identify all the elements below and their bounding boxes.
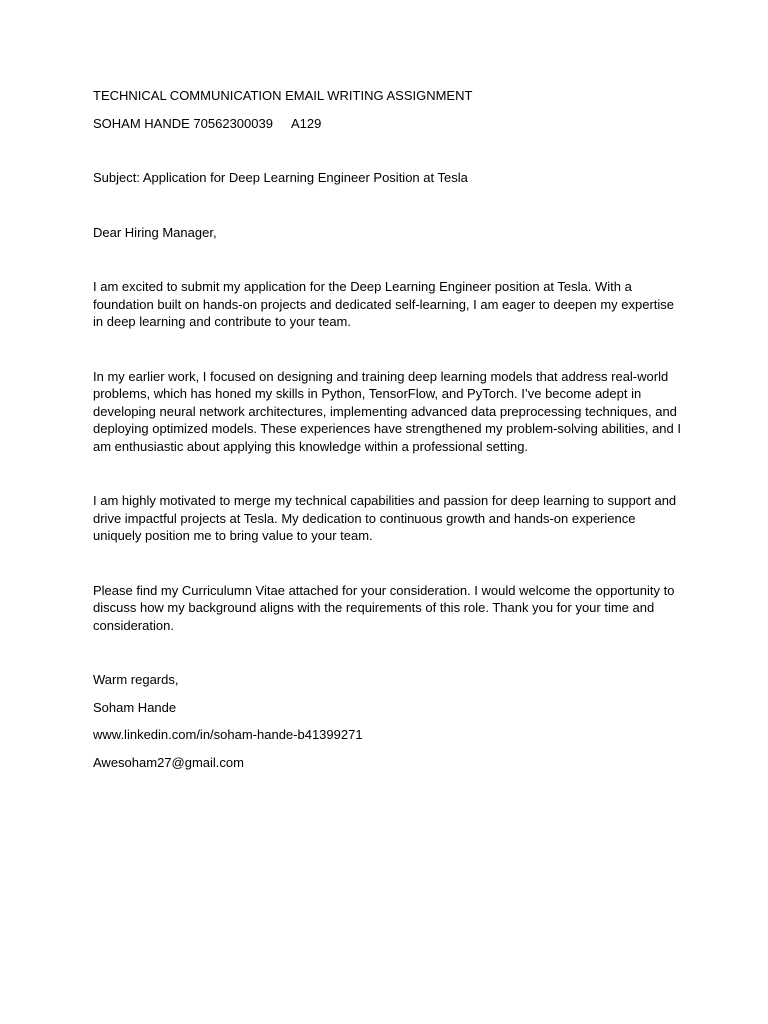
body-paragraph-2: In my earlier work, I focused on designing and training deep learning models that address real-world problems, which has honed my skills in Python, TensorFlow, and PyTorch. I’ve become adept in developing neural network architectures, implementing advanced data preprocessing techniques, and deploying optimized models. These experiences have strengthened my problem-solving abilities, and I am enthusiastic about applying this knowledge within a professional setting. xyxy=(93,368,681,454)
body-paragraph-4: Please find my Curriculumn Vitae attached for your consideration. I would welcome the opportunity to discuss how my background aligns with the requirements of this role. Thank you for your time and consideration. xyxy=(93,582,675,633)
student-info-line xyxy=(93,115,683,133)
email-closing: Warm regards, xyxy=(93,672,179,687)
email-document xyxy=(93,87,683,771)
student-id: 70562300039 xyxy=(193,115,273,131)
assignment-title: TECHNICAL COMMUNICATION EMAIL WRITING ASSIGNMENT xyxy=(93,88,473,103)
email-address: Awesoham27@gmail.com xyxy=(93,754,244,770)
signature-name: Soham Hande xyxy=(93,699,177,715)
body-paragraph-3: I am highly motivated to merge my technical capabilities and passion for deep learning to support and drive impactful projects at Tesla. My dedication to continuous growth and hands-on experience uniquely position me to bring value to your team. xyxy=(93,493,677,543)
roll-number: A129 xyxy=(290,115,322,131)
email-subject: Subject: Application for Deep Learning Engineer Position at Tesla xyxy=(93,170,468,185)
email-greeting: Dear Hiring Manager, xyxy=(93,224,217,240)
linkedin-link: www.linkedin.com/in/soham-hande-b41399271 xyxy=(93,727,363,742)
student-name: SOHAM HANDE xyxy=(93,115,190,131)
body-paragraph-1: I am excited to submit my application for the Deep Learning Engineer position at Tesla. With a foundation built on hands-on projects and dedicated self-learning, I am eager to deepen my expertise in deep learning and contribute to your team. xyxy=(93,279,675,329)
